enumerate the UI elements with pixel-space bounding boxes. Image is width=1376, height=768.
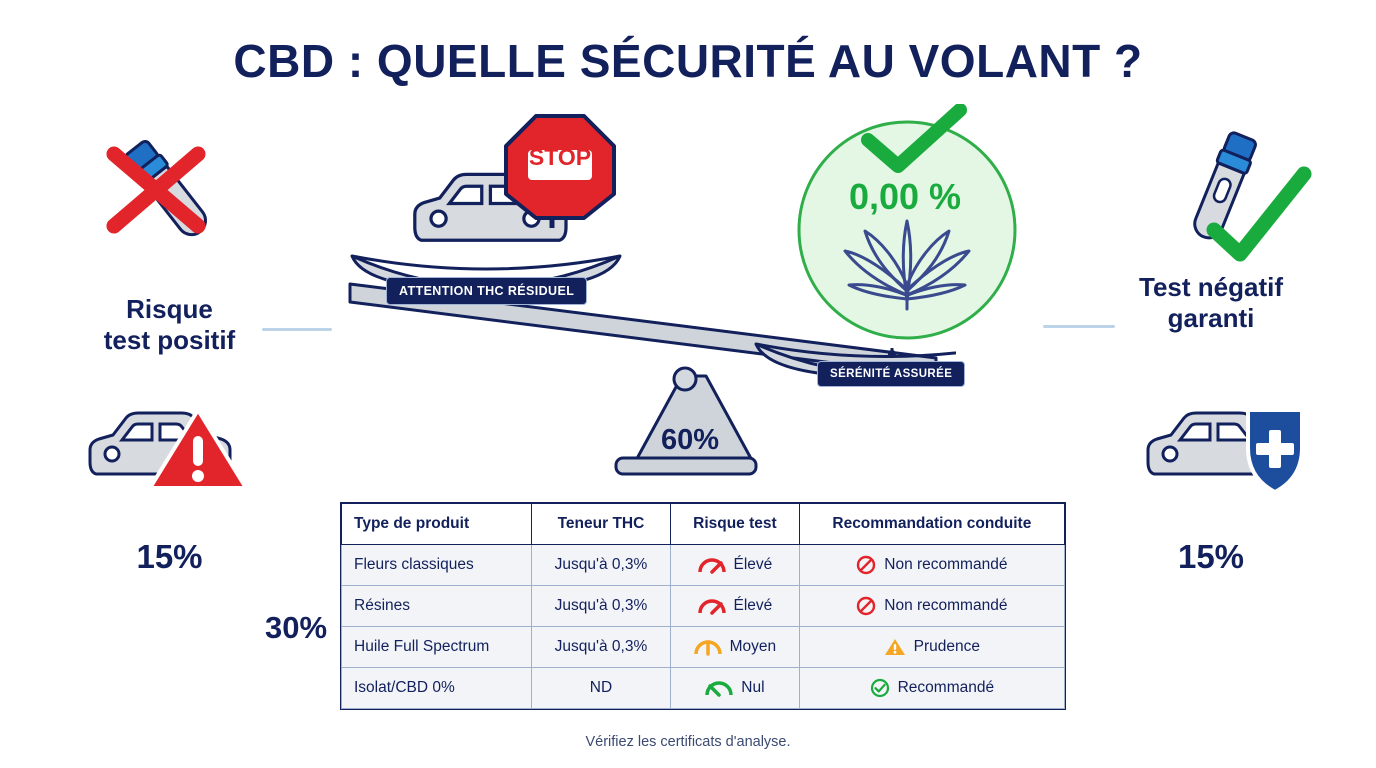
forbidden-icon bbox=[856, 555, 876, 575]
cell-risk-label: Élevé bbox=[733, 597, 773, 614]
left-connector-dash bbox=[262, 328, 332, 331]
left-plate-label: ATTENTION THC RÉSIDUEL bbox=[386, 277, 587, 305]
cell-reco bbox=[799, 586, 1064, 627]
cell-risk bbox=[671, 586, 800, 627]
cell-risk-label: Moyen bbox=[729, 638, 777, 655]
gauge-high-icon bbox=[698, 556, 726, 574]
cell-reco-label: Recommandé bbox=[897, 679, 995, 696]
gauge-low-icon bbox=[705, 679, 733, 697]
right-plate-label: SÉRÉNITÉ ASSURÉE bbox=[817, 361, 965, 387]
warning-triangle-icon bbox=[884, 637, 906, 657]
cell-product: Huile Full Spectrum bbox=[342, 627, 532, 668]
zero-thc-value: 0,00 % bbox=[848, 176, 962, 217]
cell-risk bbox=[671, 668, 800, 709]
gauge-high-icon bbox=[698, 597, 726, 615]
table-row bbox=[342, 668, 1065, 709]
cell-reco-label: Non recommandé bbox=[884, 597, 1008, 614]
table-row bbox=[342, 627, 1065, 668]
page-title: CBD : QUELLE SÉCURITÉ AU VOLANT ? bbox=[233, 35, 1143, 87]
stop-sign-text: STOP bbox=[528, 144, 592, 170]
cell-reco bbox=[799, 627, 1064, 668]
right-safe-label bbox=[1086, 272, 1336, 334]
cell-product: Isolat/CBD 0% bbox=[342, 668, 532, 709]
cell-risk-label: Élevé bbox=[733, 556, 773, 573]
cell-thc: Jusqu'à 0,3% bbox=[531, 586, 670, 627]
middle-percent: 30% bbox=[264, 610, 328, 645]
left-percent: 15% bbox=[136, 538, 203, 575]
gauge-medium-icon bbox=[694, 638, 722, 656]
left-risk-label-line2: test positif bbox=[103, 325, 236, 356]
cell-product: Résines bbox=[342, 586, 532, 627]
table-header-reco: Recommandation conduite bbox=[799, 504, 1064, 545]
right-percent: 15% bbox=[1177, 538, 1245, 575]
left-risk-label-line1: Risque bbox=[126, 294, 213, 324]
left-dropper-vial-graphic bbox=[86, 126, 256, 266]
table-header-product: Type de produit bbox=[342, 504, 532, 545]
right-safe-label-line2: garanti bbox=[1167, 303, 1255, 334]
right-connector-dash bbox=[1043, 325, 1115, 328]
cell-thc: Jusqu'à 0,3% bbox=[531, 545, 670, 586]
cell-risk bbox=[671, 545, 800, 586]
table-row bbox=[342, 545, 1065, 586]
right-car-shield-graphic bbox=[1138, 396, 1328, 506]
shield-plus-icon bbox=[1248, 410, 1302, 492]
cell-risk-label: Nul bbox=[741, 679, 765, 696]
balance-pivot-percent: 60% bbox=[660, 424, 720, 456]
cell-thc: ND bbox=[531, 668, 670, 709]
left-car-warning-graphic bbox=[80, 396, 270, 506]
right-safe-label-line1: Test négatif bbox=[1139, 272, 1283, 302]
cell-reco-label: Prudence bbox=[913, 638, 981, 655]
table-header-row bbox=[342, 504, 1065, 545]
green-check-icon-badge bbox=[860, 104, 970, 174]
cell-reco bbox=[799, 668, 1064, 709]
forbidden-icon bbox=[856, 596, 876, 616]
left-risk-label bbox=[62, 294, 277, 356]
product-risk-table bbox=[340, 502, 1066, 710]
check-circle-icon bbox=[870, 678, 890, 698]
cell-reco bbox=[799, 545, 1064, 586]
cell-risk bbox=[671, 627, 800, 668]
footnote: Vérifiez les certificats d'analyse. bbox=[585, 734, 791, 750]
cell-reco-label: Non recommandé bbox=[884, 556, 1008, 573]
table-row bbox=[342, 586, 1065, 627]
table-header-thc: Teneur THC bbox=[531, 504, 670, 545]
cell-thc: Jusqu'à 0,3% bbox=[531, 627, 670, 668]
cell-product: Fleurs classiques bbox=[342, 545, 532, 586]
right-dropper-vial-graphic bbox=[1140, 126, 1320, 276]
table-header-risk: Risque test bbox=[671, 504, 800, 545]
